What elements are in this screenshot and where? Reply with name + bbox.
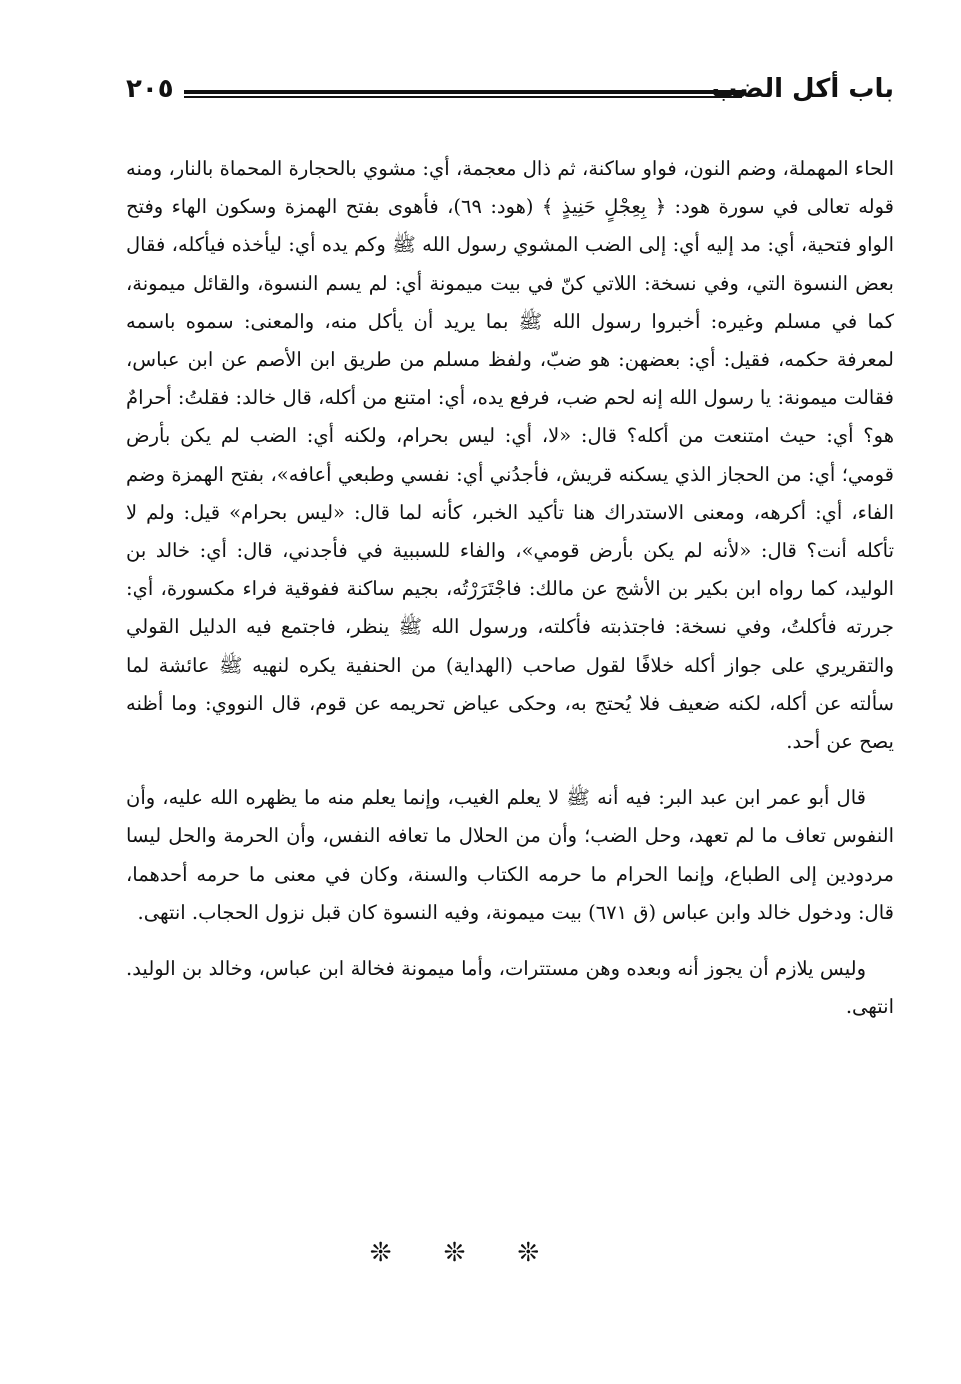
paragraph-3: وليس يلازم أن يجوز أنه وبعده وهن مستترات، وأما ميمونة فخالة ابن عباس، وخالد بن الوليد. انتهى. (126, 957, 894, 1019)
page-number: ٢٠٥ (126, 74, 174, 104)
chapter-title: باب أكل الضب (711, 74, 894, 104)
paragraph-2: قال أبو عمر ابن عبد البر: فيه أنه ﷺ لا يعلم الغيب، وإنما يعلم منه ما يظهره الله عليه، وأن النفوس تعاف ما لم تعهد، وحل الضب؛ وأن من الحلال ما تعافه النفس، وأن الحرمة والحل ليسا مردودين إلى الطباع، وإنما الحرام ما حرمه الكتاب والسنة، وكان في معنى ما حرمه أحدهما، قال: ودخول خالد وابن عباس (ق ٦٧١) بيت ميمونة، وفيه النسوة كان قبل نزول الحجاب. انتهى. (126, 786, 894, 924)
running-header (126, 72, 894, 114)
ornament-star-icon: ❊ (443, 1238, 518, 1268)
body-text (126, 150, 894, 1044)
section-divider (0, 1238, 961, 1268)
header-rule (184, 90, 742, 98)
ornament-star-icon: ❊ (369, 1238, 444, 1268)
ornament-star-icon: ❊ (517, 1238, 592, 1268)
paragraph-1: الحاء المهملة، وضم النون، فواو ساكنة، ثم ذال معجمة، أي: مشوي بالحجارة المحماة بالنار، ومنه قوله تعالى في سورة هود: ﴿ بِعِجْلٍ حَنِيذٍ ﴾ (هود: ٦٩)، فأهوى بفتح الهمزة وسكون الهاء وفتح الواو فتحية، أي: مد إليه أي: إلى الضب المشوي رسول الله ﷺ وكم يده أي: ليأخذه فيأكله، فقال بعض النسوة التي، وفي نسخة: اللاتي كنّ في بيت ميمونة أي: لم يسم النسوة، والقائل ميمونة، كما في مسلم وغيره: أخبروا رسول الله ﷺ بما يريد أن يأكل منه، والمعنى: سموه باسمه لمعرفة حكمه، فقيل: أي: بعضهن: هو ضبّ، ولفظ مسلم من طريق ابن الأصم عن ابن عباس، فقالت ميمونة: يا رسول الله إنه لحم ضب، فرفع يده، أي: امتنع من أكله، قال خالد: فقلتُ: أحرامٌ هو؟ أي: حيث امتنعت من أكله؟ قال: «لا، أي: ليس بحرام، ولكنه أي: الضب لم يكن بأرض قومي؛ أي: من الحجاز الذي يسكنه قريش، فأجدُني أي: نفسي وطبعي أعافه»، بفتح الهمزة وضم الفاء، أي: أكرهه، ومعنى الاستدراك هنا تأكيد الخبر، كأنه لما قال: «ليس بحرام» قيل: ولم لا تأكله أنت؟ قال: «لأنه لم يكن بأرض قومي»، والفاء للسببية في فأجدني، قال: أي: خالد بن الوليد، كما رواه ابن بكير بن الأشج عن مالك: فاجْتَرَرْتُه، بجيم ساكنة ففوقية فراء مكسورة، أي: جررته فأكلتُ، وفي نسخة: فاجتذبته فأكلته، ورسول الله ﷺ ينظر، فاجتمع فيه الدليل القولي والتقريري على جواز أكله خلافًا لقول صاحب (الهداية) من الحنفية يكره لنهيه ﷺ عائشة لما سألته عن أكله، لكنه ضعيف فلا يُحتج به، وحكى عياض تحريمه عن قوم، قال النووي: وما أظنه يصح عن أحد. (126, 157, 895, 754)
